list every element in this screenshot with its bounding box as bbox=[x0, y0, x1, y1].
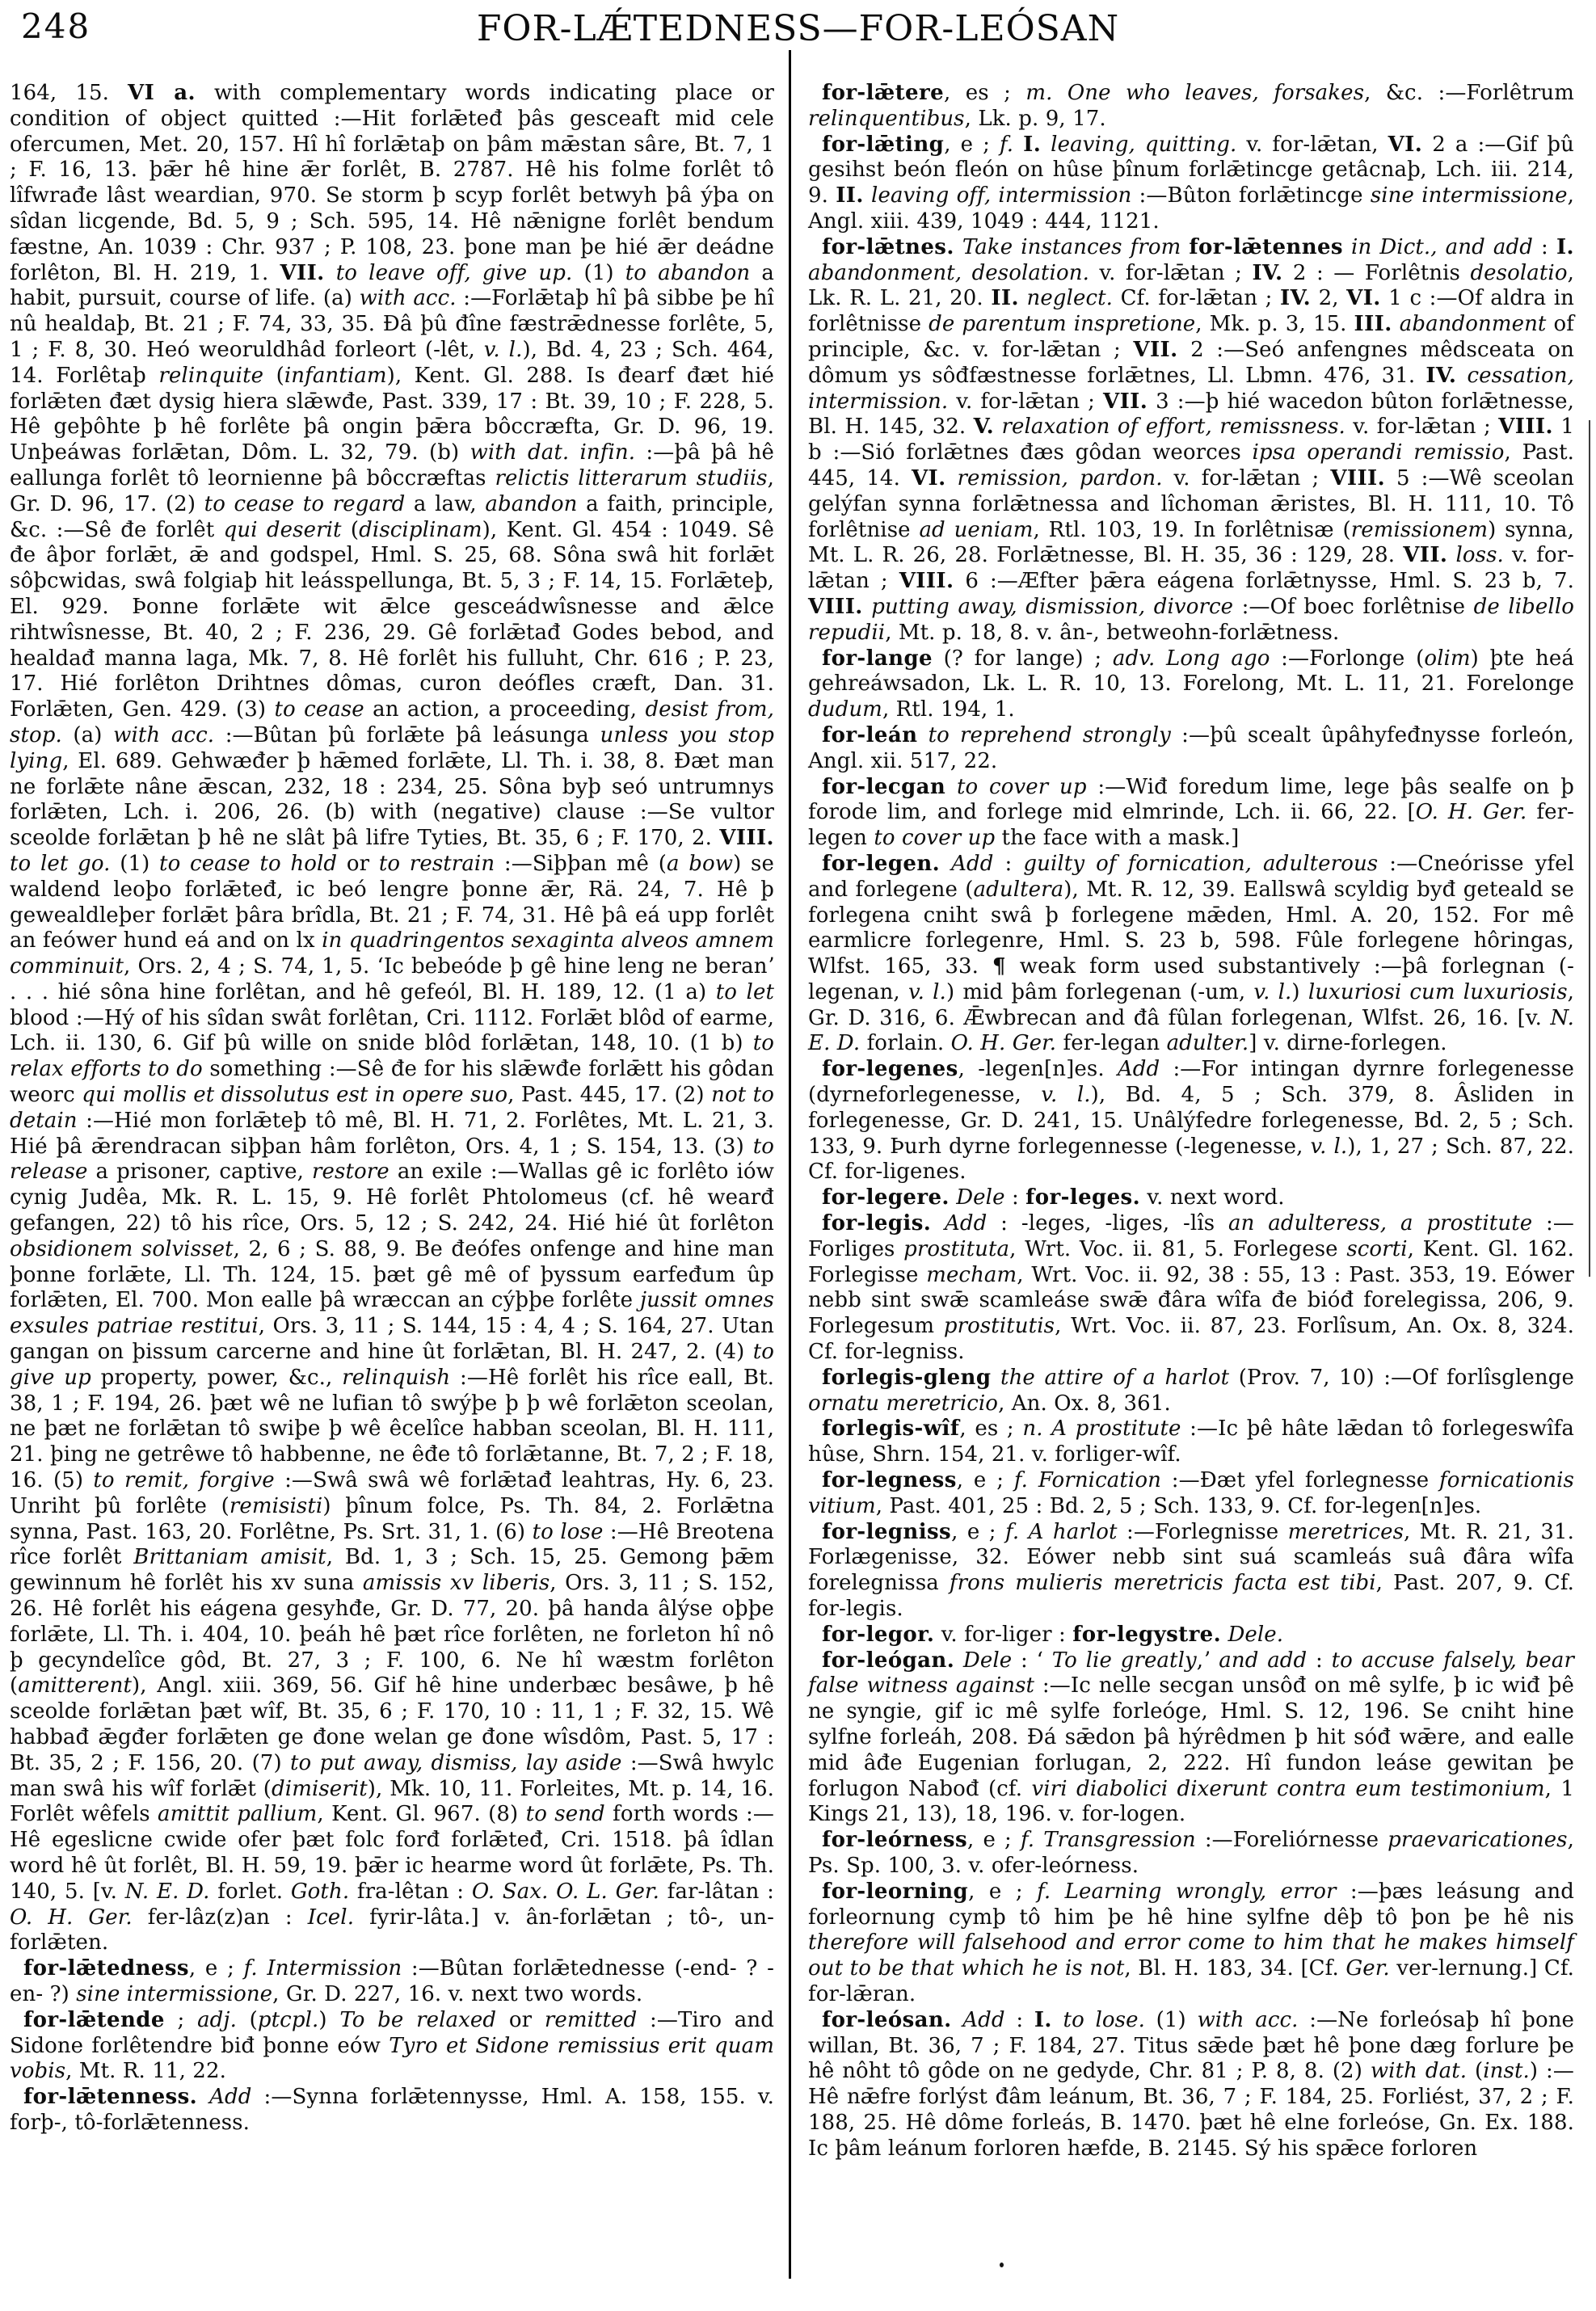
running-head: FOR-LǼTEDNESS—FOR-LEÓSAN bbox=[476, 8, 1120, 49]
dictionary-entry: for-lecgan to cover up :—Wiđ foredum lime, lege þâs sealfe on þ forode lim, and forlege mid elmrinde, Lch. ii. 66, 22. [O. H. Ger. fer-legen to cover up the face with a mask.] bbox=[808, 774, 1574, 851]
right-column bbox=[808, 81, 1574, 2162]
dictionary-entry: for-lǣting, e ; f. I. leaving, quitting. v. for-lǣtan, VI. 2 a :—Gif þû gesihst beón fleón on hûse þînum forlǣtincge getâcnaþ, Lch. iii. 214, 9. II. leaving off, intermission :—Bûton forlǣtincge sine intermissione, Angl. xiii. 439, 1049 : 444, 1121. bbox=[808, 132, 1574, 234]
text-columns bbox=[10, 81, 1582, 2162]
dictionary-entry: for-leán to reprehend strongly :—þû scealt ûpâhyfeđnysse forleón, Angl. xii. 517, 22. bbox=[808, 722, 1574, 773]
dictionary-entry: for-legen. Add : guilty of fornication, adulterous :—Cneórisse yfel and forlegene (adultera), Mt. R. 12, 39. Eallswâ scyldig byđ geteald se forlegena cniht swâ þ forlegene mǣden, Hml. A. 20, 152. For mê earmlicre forlegenre, Hml. S. 23 b, 598. Fûle forlegene hôringas, Wlfst. 165, 33. ¶ weak form used substantively :—þâ forlegnan (-legenan, v. l.) mid þâm forlegenan (-um, v. l.) luxuriosi cum luxuriosis, Gr. D. 316, 6. Ǣwbrecan and đâ fûlan forlegenan, Wlfst. 26, 16. [v. N. E. D. forlain. O. H. Ger. fer-legan adulter.] v. dirne-forlegen. bbox=[808, 851, 1575, 1056]
dictionary-entry: for-legniss, e ; f. A harlot :—Forlegnisse meretrices, Mt. R. 21, 31. Forlægenisse, 32. Eówer nebb sint suá scamleás suâ đâra wîfa forelegnissa frons mulieris meretricis facta est tibi, Past. 207, 9. Cf. for-legis. bbox=[808, 1519, 1575, 1622]
dictionary-entry: 164, 15. VI a. with complementary words indicating place or condition of object quitted :—Hit forlǣteđ þâs gesceaft mid cele ofercumen, Met. 20, 157. Hî hî forlǣtaþ on þâm mǣstan sâre, Bt. 7, 1 ; F. 16, 13. þǣr hê hine ǣr forlêt, B. 2787. Hê his folme forlêt tô lîfwrađe lâst weardian, 970. Se storm þ scyp forlêt betwyh þâ ýþa on sîdan licgende, Bd. 5, 9 ; Sch. 595, 14. Hê nǣnigne forlêt bendum fæstne, An. 1039 : Chr. 937 ; P. 108, 23. þone man þe hié ǣr deádne forlêton, Bl. H. 219, 1. VII. to leave off, give up. (1) to abandon a habit, pursuit, course of life. (a) with acc. :—Forlǣtaþ hî þâ sibbe þe hî nû healdaþ, Bt. 21 ; F. 74, 33, 35. Ðâ þû đîne fæstrǣdnesse forlête, 5, 1 ; F. 8, 30. Heó weoruldhâd forleort (-lêt, v. l.), Bd. 4, 23 ; Sch. 464, 14. Forlêtaþ relinquite (infantiam), Kent. Gl. 288. Is đearf đæt hié forlǣten đæt dysig hiera slǣwđe, Past. 339, 17 : Bt. 39, 10 ; F. 228, 5. Hê geþôhte þ hê forlête þâ ongin þǣra bôccræfta, Gr. D. 96, 19. Unþeáwas forlǣtan, Dôm. L. 32, 79. (b) with dat. infin. :—þâ þâ hê eallunga forlêt tô leornienne þâ bôccræftas relictis litterarum studiis, Gr. D. 96, 17. (2) to cease to regard a law, abandon a faith, principle, &c. :—Sê đe forlêt qui deserit (disciplinam), Kent. Gl. 454 : 1049. Sê đe âþor forlǣt, ǣ and godspel, Hml. S. 25, 68. Sôna swâ hit forlǣt sôþcwidas, swâ folgiaþ hit leásspellunga, Bt. 5, 3 ; F. 14, 15. Forlǣteþ, El. 929. Þonne forlǣte wit ǣlce gesceádwîsnesse and ǣlce rihtwîsnesse, Bt. 40, 2 ; F. 236, 29. Gê forlǣtađ Godes bebod, and healdađ manna laga, Mk. 7, 8. Hê forlêt his fulluht, Chr. 616 ; P. 23, 17. Hié forlêton Drihtnes dômas, curon deófles cræft, Dan. 31. Forlǣten, Gen. 429. (3) to cease an action, a proceeding, desist from, stop. (a) with acc. :—Bûtan þû forlǣte þâ leásunga unless you stop lying, El. 689. Gehwæđer þ hǣmed forlǣte, Ll. Th. i. 38, 8. Ðæt man ne forlǣte nâne ǣscan, 232, 18 : 234, 25. Sôna byþ seó untrumnys forlǣten, Lch. i. 206, 26. (b) with (negative) clause :—Se vultor sceolde forlǣtan þ hê ne slât þâ lifre Tyties, Bt. 35, 6 ; F. 170, 2. VIII. to let go. (1) to cease to hold or to restrain :—Siþþan mê (a bow) se waldend leoþo forlǣteđ, ic beó lengre þonne ǣr, Rä. 24, 7. Hê þ gewealdleþer forlǣt þâra brîdla, Bt. 21 ; F. 74, 31. Hê þâ eá upp forlêt an feówer hund eá and on lx in quadringentos sexaginta alveos amnem comminuit, Ors. 2, 4 ; S. 74, 1, 5. ʻIc bebeóde þ gê hine leng ne beranʼ . . . hié sôna hine forlêtan, and hê gefeól, Bl. H. 189, 12. (1 a) to let blood :—Hý of his sîdan swât forlêtan, Cri. 1112. Forlǣt blôd of earme, Lch. ii. 130, 6. Gif þû wille on snide blôd forlǣtan, 148, 10. (1 b) to relax efforts to do something :—Sê đe for his slǣwđe forlǣtt his gôdan weorc qui mollis et dissolutus est in opere suo, Past. 445, 17. (2) not to detain :—Hié mon forlǣteþ tô mê, Bl. H. 71, 2. Forlêtes, Mt. L. 21, 3. Hié þâ ǣrendracan siþþan hâm forlêton, Ors. 4, 1 ; S. 154, 13. (3) to release a prisoner, captive, restore an exile :—Wallas gê ic forlêto iów cynig Judêa, Mk. R. L. 15, 9. Hê forlêt Phtolomeus (cf. hê wearđ gefangen, 22) tô his rîce, Ors. 5, 12 ; S. 242, 24. Hié hié ût forlêton obsidionem solvisset, 2, 6 ; S. 88, 9. Be đeófes onfenge and hine man þonne forlǣte, Ll. Th. 124, 15. þæt gê mê of þyssum earfeđum ûp forlǣten, El. 700. Mon ealle þâ wræccan an cýþþe forlête jussit omnes exsules patriae restitui, Ors. 3, 11 ; S. 144, 15 : 4, 4 ; S. 164, 27. Utan gangan on þissum carcerne and hine ût forlǣtan, Bl. H. 247, 2. (4) to give up property, power, &c., relinquish :—Hê forlêt his rîce eall, Bt. 38, 1 ; F. 194, 26. þæt wê ne lufian tô swýþe þ þ wê forlǣton sceolan, ne þæt ne forlǣtan tô swiþe þ wê êcelîce habban sceolan, Bl. H. 111, 21. þing ne getrêwe tô habbenne, ne êđe tô forlǣtanne, Bt. 7, 2 ; F. 18, 16. (5) to remit, forgive :—Swâ swâ wê forlǣtađ leahtras, Hy. 6, 23. Unriht þû forlête (remisisti) þînum folce, Ps. Th. 84, 2. Forlǣtna synna, Past. 163, 20. Forlêtne, Ps. Srt. 31, 1. (6) to lose :—Hê Breotena rîce forlêt Brittaniam amisit, Bd. 1, 3 ; Sch. 15, 25. Gemong þǣm gewinnum hê forlêt his xv suna amissis xv liberis, Ors. 3, 11 ; S. 152, 26. Hê forlêt his eágena gesyhđe, Gr. D. 77, 20. þâ handa âlýse oþþe forlǣte, Ll. Th. i. 404, 10. þeáh hê þæt rîce forlêten, ne forleton hî nô þ gecyndelîce gôd, Bt. 27, 3 ; F. 100, 6. Ne hî wæstm forlêton (amitterent), Angl. xiii. 369, 56. Gif hê hine underbæc besâwe, þ hê sceolde forlǣtan þæt wîf, Bt. 35, 6 ; F. 170, 10 : 11, 1 ; F. 32, 15. Wê habbađ ǣgđer forlǣten ge đone welan ge đone wîsdôm, Past. 5, 17 : Bt. 35, 2 ; F. 156, 20. (7) to put away, dismiss, lay aside :—Swâ hwylc man swâ his wîf forlǣt (dimiserit), Mk. 10, 11. Forleites, Mt. p. 14, 16. Forlêt wêfels amittit pallium, Kent. Gl. 967. (8) to send forth words :—Hê egeslicne cwide ofer þæt folc forđ forlǣteđ, Cri. 1518. þâ îdlan word hê ût forlêt, Bl. H. 59, 19. þǣr ic hearme word ût forlǣte, Ps. Th. 140, 5. [v. N. E. D. forlet. Goth. fra-lêtan : O. Sax. O. L. Ger. far-lâtan : O. H. Ger. fer-lâz(z)an : Icel. fyrir-lâta.] v. ân-forlǣtan ; tô-, un-forlǣten. bbox=[10, 81, 775, 1955]
dictionary-entry: for-legis. Add : -leges, -liges, -lîs an adulteress, a prostitute :—Forliges prostituta, Wrt. Voc. ii. 81, 5. Forlegese scorti, Kent. Gl. 162. Forlegisse mecham, Wrt. Voc. ii. 92, 38 : 55, 13 : Past. 353, 19. Eówer nebb sint swǣ scamleáse swǣ đâra wîfa đe bióđ forelegissa, 206, 9. Forlegesum prostitutis, Wrt. Voc. ii. 87, 23. Forlîsum, An. Ox. 8, 324. Cf. for-legniss. bbox=[808, 1211, 1574, 1365]
dictionary-entry: for-lǣtnes. Take instances from for-lǣtennes in Dict., and add : I. abandonment, desolation. v. for-lǣtan ; IV. 2 : — Forlêtnis desolatio, Lk. R. L. 21, 20. II. neglect. Cf. for-lǣtan ; IV. 2, VI. 1 c :—Of aldra in forlêtnisse de parentum inspretione, Mk. p. 3, 15. III. abandonment of principle, &c. v. for-lǣtan ; VII. 2 :—Seó anfengnes mêdsceata on dômum ys sôđfæstnesse forlǣtnes, Ll. Lbmn. 476, 31. IV. cessation, intermission. v. for-lǣtan ; VII. 3 :—þ hié wacedon bûton forlǣtnesse, Bl. H. 145, 32. V. relaxation of effort, remissness. v. for-lǣtan ; VIII. 1 b :—Sió forlǣtnes đæs gôdan weorces ipsa operandi remissio, Past. 445, 14. VI. remission, pardon. v. for-lǣtan ; VIII. 5 :—Wê sceolan gelýfan synna forlǣtnessa and lîchoman ǣristes, Bl. H. 111, 10. Tô forlêtnise ad ueniam, Rtl. 103, 19. In forlêtnisæ (remissionem) synna, Mt. L. R. 26, 28. Forlǣtnesse, Bl. H. 35, 36 : 129, 28. VII. loss. v. for-lǣtan ; VIII. 6 :—Æfter þǣra eágena forlǣtnysse, Hml. S. 23 b, 7. VIII. putting away, dismission, divorce :—Of boec forlêtnise de libello repudii, Mt. p. 18, 8. v. ân-, betweohn-forlǣtness. bbox=[808, 234, 1575, 645]
dictionary-entry: forlegis-wîf, es ; n. A prostitute :—Ic þê hâte lǣdan tô forlegeswîfa hûse, Shrn. 154, 21. v. forliger-wîf. bbox=[808, 1416, 1574, 1467]
dictionary-entry: for-leógan. Dele : ʻ To lie greatly,ʼ and add : to accuse falsely, bear false witness against :—Ic nelle secgan unsôđ on mê sylfe, þ ic wiđ þê ne syngie, gif ic mê sylfe forleóge, Hml. S. 12, 196. Se cniht hine sylfne forleáh, 208. Ðá sǣdon þâ hýrêdmen þ hit sóđ wǣre, and ealle mid âđe Eugenian forlugan, 2, 222. Hî fundon leáse gewitan þe forlugon Nabođ (cf. viri diabolici dixerunt contra eum testimonium, 1 Kings 21, 13), 18, 196. v. for-logen. bbox=[808, 1648, 1574, 1827]
dictionary-entry: for-lǣtende ; adj. (ptcpl.) To be relaxed or remitted :—Tiro and Sidone forlêtendre biđ þonne eów Tyro et Sidone remissius erit quam vobis, Mt. R. 11, 22. bbox=[10, 2007, 774, 2084]
dictionary-entry: for-legness, e ; f. Fornication :—Ðæt yfel forlegnesse fornicationis vitium, Past. 401, 25 : Bd. 2, 5 ; Sch. 133, 9. Cf. for-legen[n]es. bbox=[808, 1468, 1574, 1518]
dictionary-entry: for-lǣtere, es ; m. One who leaves, forsakes, &c. :—Forlêtrum relinquentibus, Lk. p. 9, 17. bbox=[808, 81, 1575, 131]
dictionary-entry: for-leorning, e ; f. Learning wrongly, error :—þæs leásung and forleornung cymþ tô him þe hê hine sylfne dêþ tô þon þe hê nis therefore will falsehood and error come to him that he makes himself out to be that which he is not, Bl. H. 183, 34. [Cf. Ger. ver-lernung.] Cf. for-lǣran. bbox=[808, 1879, 1574, 2006]
dictionary-entry: for-lǣtedness, e ; f. Intermission :—Bûtan forlǣtednesse (-end- ? -en- ?) sine intermissione, Gr. D. 227, 16. v. next two words. bbox=[10, 1956, 774, 2006]
page-header bbox=[0, 5, 1596, 61]
dictionary-entry: for-legor. v. for-liger : for-legystre. Dele. bbox=[822, 1622, 1284, 1647]
dictionary-entry: for-leósan. Add : I. to lose. (1) with acc. :—Ne forleósaþ hî þone willan, Bt. 36, 7 ; F. 184, 27. Titus sǣde þæt hê þone dæg forlure þe hê nôht tô gôde on ne gedyde, Chr. 81 ; P. 8, 8. (2) with dat. (inst.) :—Hê nǣfre forlýst đâm leánum, Bt. 36, 7 ; F. 184, 25. Forliést, 37, 2 ; F. 188, 25. Hê dôme forleás, B. 1470. þæt hê elne forleóse, Gn. Ex. 188. Ic þâm leánum forloren hæfde, B. 2145. Sý his spǣce forloren bbox=[808, 2007, 1575, 2161]
scan-artifact-line bbox=[1589, 420, 1590, 1277]
ink-speck bbox=[1000, 2263, 1004, 2267]
left-column bbox=[10, 81, 774, 2136]
dictionary-entry: forlegis-gleng the attire of a harlot (Prov. 7, 10) :—Of forlîsglenge ornatu meretricio, An. Ox. 8, 361. bbox=[808, 1365, 1574, 1416]
dictionary-entry: for-lange (? for lange) ; adv. Long ago :—Forlonge (olim) þte heá gehreáwsadon, Lk. L. R. 10, 13. Forelong, Mt. L. 11, 21. Forelonge dudum, Rtl. 194, 1. bbox=[808, 646, 1574, 722]
dictionary-entry: for-legere. Dele : for-leges. v. next word. bbox=[822, 1185, 1285, 1210]
dictionary-entry: for-leórness, e ; f. Transgression :—Foreliórnesse praevaricationes, Ps. Sp. 100, 3. v. ofer-leórness. bbox=[808, 1828, 1574, 1878]
page-number: 248 bbox=[21, 6, 91, 46]
dictionary-entry: for-legenes, -legen[n]es. Add :—For intingan dyrnre forlegenesse (dyrneforlegenesse, v. l.), Bd. 4, 5 ; Sch. 379, 8. Âsliden in forlegenesse, Gr. D. 241, 15. Unâlýfedre forlegenesse, Bd. 2, 5 ; Sch. 133, 9. Þurh dyrne forlegennesse (-legenesse, v. l.), 1, 27 ; Sch. 87, 22. Cf. for-ligenes. bbox=[808, 1057, 1574, 1185]
dictionary-entry: for-lǣtenness. Add :—Synna forlǣtennysse, Hml. A. 158, 155. v. forþ-, tô-forlǣtenness. bbox=[10, 2085, 774, 2135]
